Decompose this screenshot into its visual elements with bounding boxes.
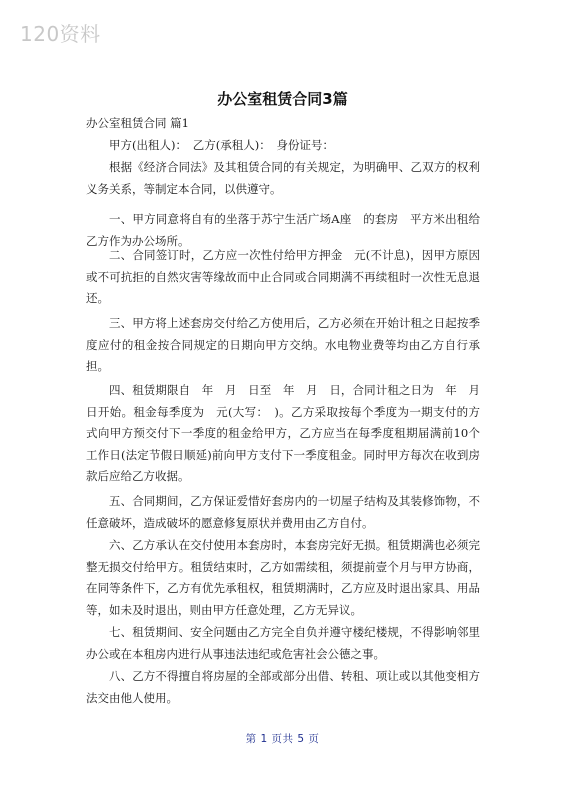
- paragraph-preamble: 根据《经济合同法》及其租赁合同的有关规定，为明确甲、乙双方的权利义务关系，等制定本合同，以供遵守。: [86, 160, 480, 196]
- clause-5: 五、合同期间，乙方保证爱惜好套房内的一切屋子结构及其装修饰物，不任意破坏，造成破坏的愿意修复原状并费用由乙方自付。: [86, 494, 480, 530]
- clause-8: 八、乙方不得擅自将房屋的全部或部分出借、转租、项让或以其他变相方法交由他人使用。: [86, 669, 480, 705]
- watermark-logo: 120资料: [20, 22, 101, 46]
- clause-1: 一、甲方同意将自有的坐落于苏宁生活广场A座 的套房 平方米出租给乙方作为办公场所。: [86, 212, 480, 248]
- parties-line: 甲方(出租人)： 乙方(承租人)： 身份证号：: [109, 138, 334, 152]
- page-footer: 第 1 页共 5 页: [245, 733, 320, 745]
- clause-4: 四、租赁期限自 年 月 日至 年 月 日，合同计租之日为 年 月 日开始。租金每季度为 元(大写： )。乙方采取按每个季度为一期支付的方式向甲方预交付下一季度的租金给甲方，乙方应当在每季度租期届满前10个工作日(法定节假日顺延)前向甲方支付下一季度租金。同时甲方每次在收到房款后应给乙方收据。: [86, 383, 492, 483]
- section-heading: 办公室租赁合同 篇1: [86, 116, 189, 130]
- document-title: 办公室租赁合同3篇: [217, 90, 348, 108]
- clause-7: 七、租赁期间、安全问题由乙方完全自负并遵守楼纪楼规，不得影响邻里办公或在本租房内进行从事违法违纪或危害社会公德之事。: [86, 625, 480, 661]
- clause-3: 三、甲方将上述套房交付给乙方使用后，乙方必须在开始计租之日起按季度应付的租金按合同规定的日期向甲方交纳。水电物业费等均由乙方自行承担。: [86, 316, 480, 373]
- clause-2: 二、合同签订时，乙方应一次性付给甲方押金 元(不计息)，因甲方原因或不可抗拒的自然灾害等缘故而中止合同或合同期满不再续租时一次性无息退还。: [86, 248, 480, 305]
- clause-6: 六、乙方承认在交付使用本套房时，本套房完好无损。租赁期满也必须完整无损交付给甲方。租赁结束时，乙方如需续租，须提前壹个月与甲方协商，在同等条件下，乙方有优先承租权，租赁期满时，乙方应及时退出家具、用品等，如未及时退出，则由甲方任意处理，乙方无异议。: [86, 538, 480, 617]
